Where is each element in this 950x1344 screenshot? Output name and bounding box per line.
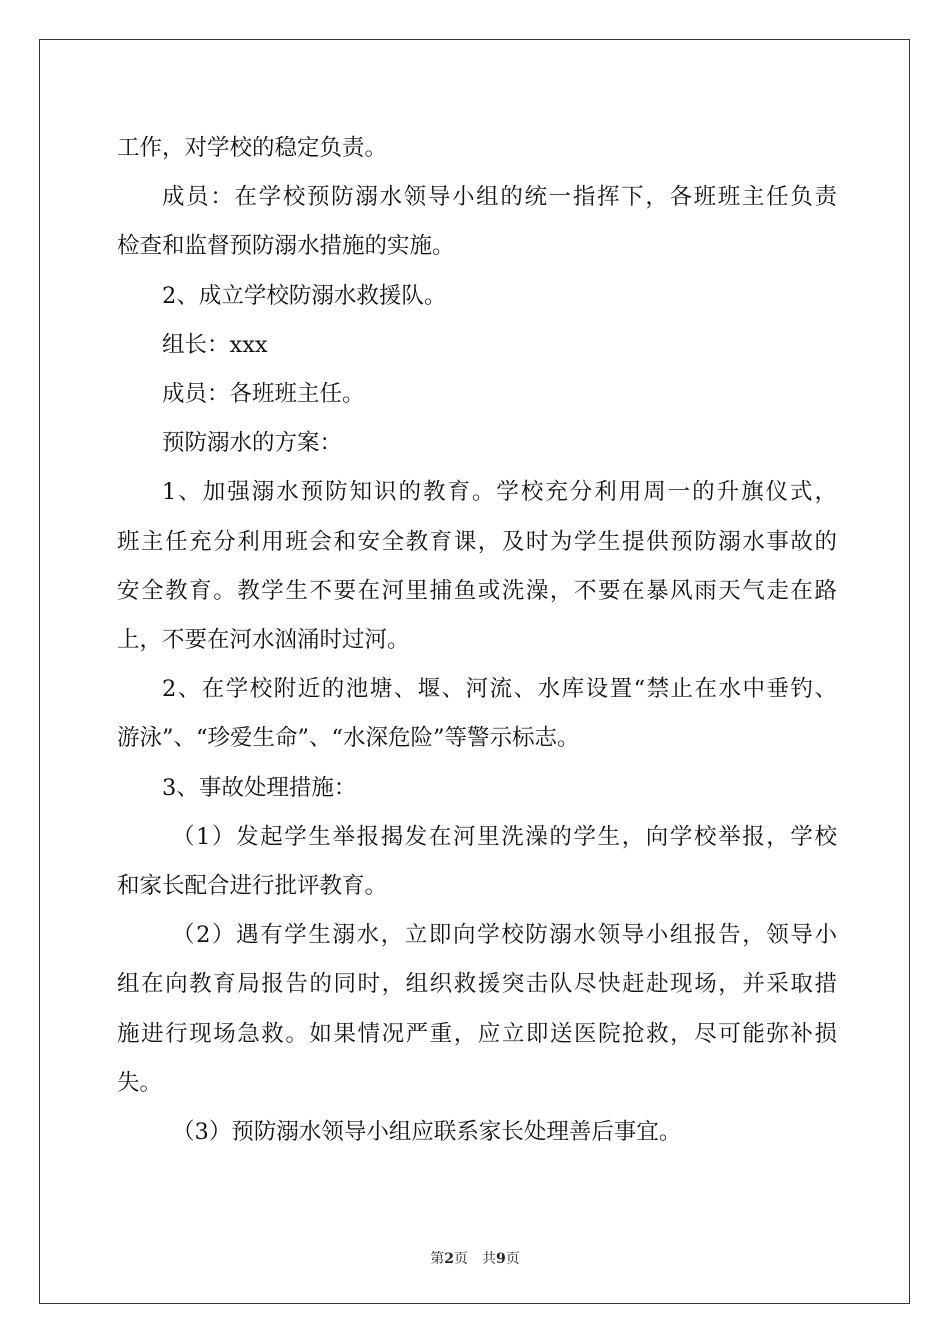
page-footer [0, 1248, 950, 1268]
text-line: （3）预防溺水领导小组应联系家长处理善后事宜。 [172, 1119, 682, 1146]
text-line: 3、事故处理措施： [162, 774, 357, 801]
paragraph [117, 911, 837, 1108]
text-line: 上，不要在河水汹涌时过河。 [117, 627, 410, 654]
footer-suffix: 页 [505, 1251, 520, 1267]
paragraph [117, 321, 837, 370]
paragraph [117, 124, 837, 173]
text-line: 游泳”、“珍爱生命”、“水深危险”等警示标志。 [117, 725, 580, 752]
text-line: 和家长配合进行批评教育。 [117, 873, 388, 900]
text-line: 成员：在学校预防溺水领导小组的统一指挥下，各班班主任负责 [162, 184, 837, 211]
document-body [117, 124, 837, 1157]
paragraph [117, 813, 837, 911]
text-line: 组长：xxx [162, 331, 268, 358]
text-line: 工作，对学校的稳定负责。 [117, 135, 388, 161]
paragraph [117, 1108, 837, 1157]
text-line: 检查和监督预防溺水措施的实施。 [117, 233, 455, 260]
footer-page-number: 2 [444, 1251, 454, 1267]
paragraph [117, 173, 837, 271]
text-line: 失。 [117, 1069, 163, 1096]
text-line: 班主任充分利用班会和安全教育课，及时为学生提供预防溺水事故的 [117, 528, 837, 555]
paragraph [117, 764, 837, 813]
text-line: 安全教育。教学生不要在河里捕鱼或洗澡，不要在暴风雨天气走在路 [117, 577, 837, 604]
text-line: 2、成立学校防溺水救援队。 [162, 282, 447, 309]
text-line: 1、加强溺水预防知识的教育。学校充分利用周一的升旗仪式， [162, 479, 837, 506]
paragraph [117, 370, 837, 419]
footer-prefix: 第 [430, 1251, 445, 1267]
text-line: （1）发起学生举报揭发在河里洗澡的学生，向学校举报，学校 [172, 823, 837, 850]
paragraph [117, 419, 837, 468]
paragraph [117, 665, 837, 763]
text-line: 预防溺水的方案： [162, 430, 343, 457]
footer-mid: 页 共 [454, 1251, 496, 1267]
text-line: 组在向教育局报告的同时，组织救援突击队尽快赶赴现场，并采取措 [117, 971, 837, 998]
paragraph [117, 272, 837, 321]
text-line: （2）遇有学生溺水，立即向学校防溺水领导小组报告，领导小 [172, 922, 837, 949]
footer-total-pages: 9 [496, 1251, 506, 1267]
paragraph [117, 468, 837, 665]
text-line: 成员：各班班主任。 [162, 381, 365, 408]
text-line: 2、在学校附近的池塘、堰、河流、水库设置“禁止在水中垂钓、 [162, 676, 837, 703]
text-line: 施进行现场急救。如果情况严重，应立即送医院抢救，尽可能弥补损 [117, 1020, 837, 1047]
